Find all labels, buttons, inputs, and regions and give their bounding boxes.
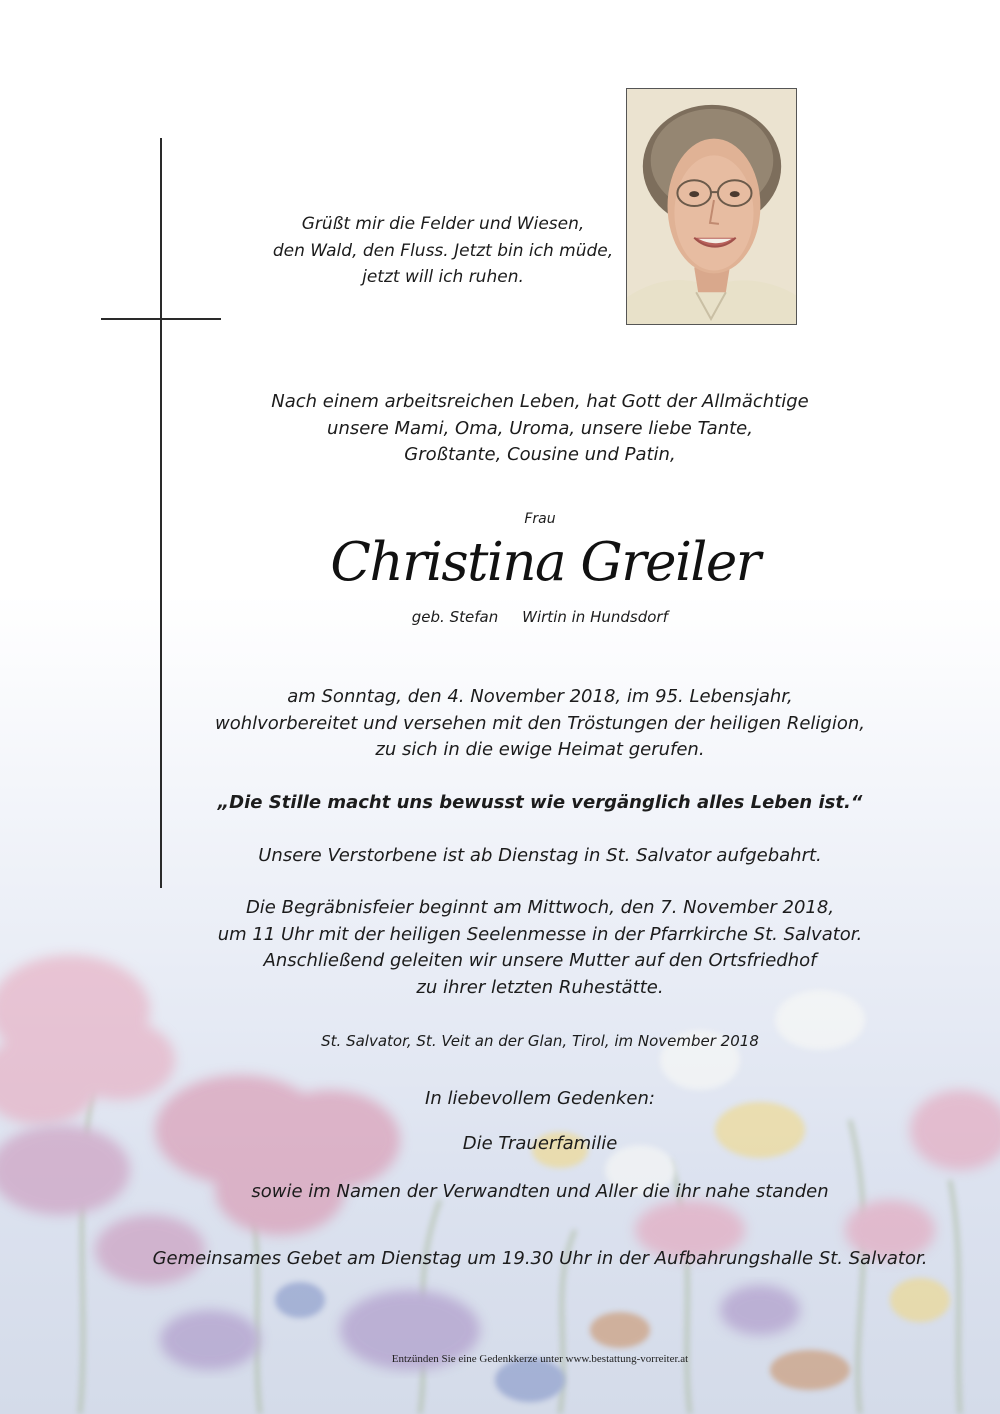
funeral-line: zu ihrer letzten Ruhestätte. [416,976,664,998]
funeral-line: um 11 Uhr mit der heiligen Seelenmesse in der Pfarrkirche St. Salvator. [217,923,863,945]
laid-out-notice: Unsere Verstorbene ist ab Dienstag in St. Salvator aufgebahrt. [258,845,822,866]
memorial-heading: In liebevollem Gedenken: [425,1088,655,1109]
death-notice-line: wohlvorbereitet und versehen mit den Tröstungen der heiligen Religion, [215,712,865,734]
poem [253,211,633,291]
poem-line: den Wald, den Fluss. Jetzt bin ich müde, [272,240,614,261]
prayer-notice: Gemeinsames Gebet am Dienstag um 19.30 Uhr in der Aufbahrungshalle St. Salvator. [152,1248,928,1269]
footer-link-text: Entzünden Sie eine Gedenkkerze unter www.bestattung-vorreiter.at [391,1353,689,1365]
death-notice-line: am Sonntag, den 4. November 2018, im 95. Lebensjahr, [287,686,793,707]
poem-line: Grüßt mir die Felder und Wiesen, [301,214,585,234]
relatives-note: sowie im Namen der Verwandten und Aller die ihr nahe standen [251,1181,829,1202]
family-signature: Die Trauerfamilie [462,1133,618,1154]
funeral-line: Anschließend geleiten wir unsere Mutter auf den Ortsfriedhof [263,950,817,971]
occupation: Wirtin in Hundsdorf [522,608,668,626]
salutation: Frau [524,511,556,527]
birth-name: geb. Stefan [411,608,499,626]
death-notice [190,684,890,764]
intro-text [190,389,890,469]
cross-icon-vertical [160,138,162,888]
portrait-photo [626,88,797,325]
intro-line: Nach einem arbeitsreichen Leben, hat Gott der Allmächtige [271,391,809,412]
poem-line: jetzt will ich ruhen. [362,267,524,287]
quote: „Die Stille macht uns bewusst wie vergänglich alles Leben ist.“ [217,792,863,813]
intro-line: unsere Mami, Oma, Uroma, unsere liebe Tante, [327,417,753,439]
funeral-info [190,895,890,1001]
funeral-line: Die Begräbnisfeier beginnt am Mittwoch, den 7. November 2018, [245,897,835,918]
cross-icon-horizontal [101,318,221,320]
place-date: St. Salvator, St. Veit an der Glan, Tirol, im November 2018 [321,1032,759,1050]
deceased-name: Christina Greiler [330,532,760,593]
intro-line: Großtante, Cousine und Patin, [404,444,676,465]
death-notice-line: zu sich in die ewige Heimat gerufen. [375,739,705,760]
